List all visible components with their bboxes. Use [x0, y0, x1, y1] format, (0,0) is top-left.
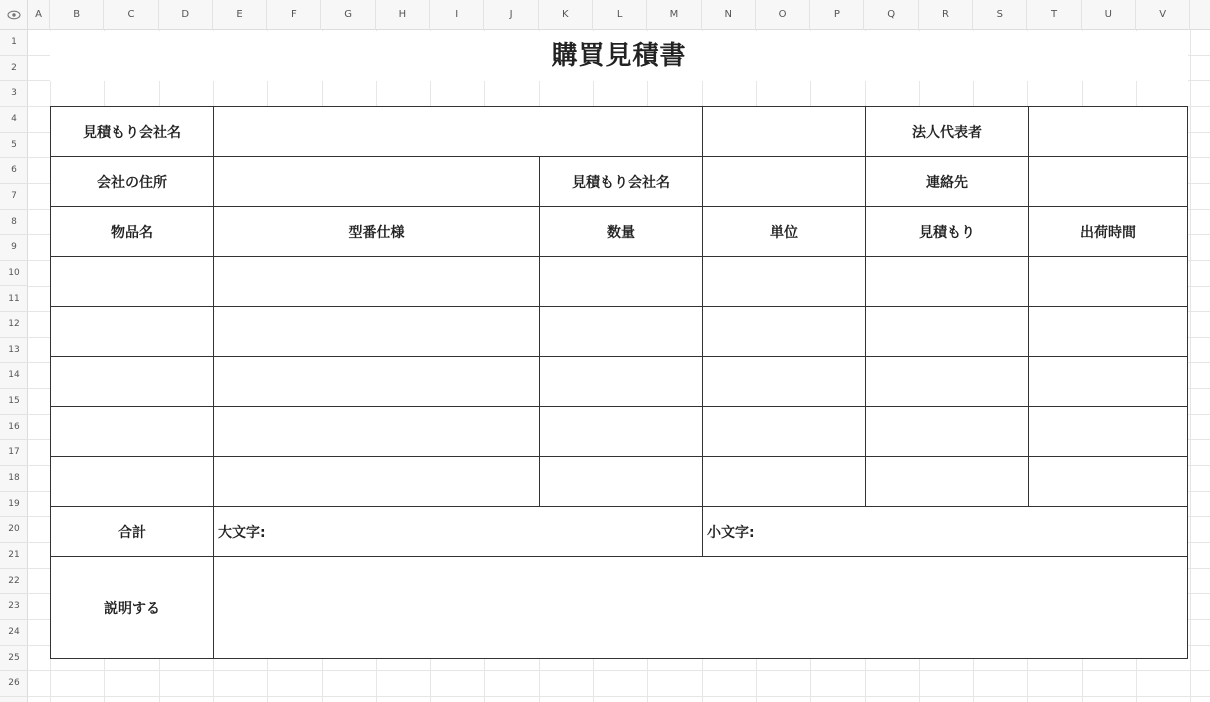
- item-cell[interactable]: [51, 307, 214, 357]
- representative-cell[interactable]: [1029, 107, 1188, 157]
- company-name-cell[interactable]: [214, 107, 703, 157]
- spec-cell[interactable]: [214, 307, 540, 357]
- row-header-15[interactable]: 15: [0, 389, 28, 415]
- company-name-cell-2[interactable]: [703, 157, 866, 207]
- row-header-10[interactable]: 10: [0, 261, 28, 287]
- column-header-k[interactable]: K: [539, 0, 593, 30]
- table-row: [51, 257, 1188, 307]
- row-header-20[interactable]: 20: [0, 517, 28, 543]
- column-header-j[interactable]: J: [484, 0, 538, 30]
- description-label: 説明する: [51, 557, 214, 659]
- item-cell[interactable]: [51, 357, 214, 407]
- select-all-corner[interactable]: [0, 0, 28, 30]
- header-item-name: 物品名: [51, 207, 214, 257]
- total-label: 合計: [51, 507, 214, 557]
- column-header-p[interactable]: P: [810, 0, 864, 30]
- row-header-5[interactable]: 5: [0, 133, 28, 159]
- row-header-23[interactable]: 23: [0, 594, 28, 620]
- row-header-19[interactable]: 19: [0, 492, 28, 518]
- grid-row-line: [28, 670, 1210, 671]
- grid-column-line: [1190, 30, 1191, 702]
- row-header-2[interactable]: 2: [0, 56, 28, 82]
- row-header-24[interactable]: 24: [0, 620, 28, 646]
- contact-cell[interactable]: [1029, 157, 1188, 207]
- row-header-1[interactable]: 1: [0, 30, 28, 56]
- spec-cell[interactable]: [214, 457, 540, 507]
- row-header-21[interactable]: 21: [0, 543, 28, 569]
- sheet-title: 購買見積書: [50, 31, 1188, 81]
- description-cell[interactable]: [214, 557, 1188, 659]
- unit-cell[interactable]: [703, 407, 866, 457]
- row-header-17[interactable]: 17: [0, 440, 28, 466]
- column-header-bar: [0, 0, 1210, 30]
- grid-row-line: [28, 696, 1210, 697]
- row-header-9[interactable]: 9: [0, 235, 28, 261]
- shipping-cell[interactable]: [1029, 307, 1188, 357]
- quantity-cell[interactable]: [540, 357, 703, 407]
- unit-cell[interactable]: [703, 257, 866, 307]
- header-unit: 単位: [703, 207, 866, 257]
- spreadsheet-grid[interactable]: [28, 30, 1210, 702]
- estimate-cell[interactable]: [866, 407, 1029, 457]
- column-header-v[interactable]: V: [1136, 0, 1190, 30]
- total-lowercase-cell[interactable]: 小文字:: [703, 507, 1188, 557]
- company-name-label-2: 見積もり会社名: [540, 157, 703, 207]
- shipping-cell[interactable]: [1029, 407, 1188, 457]
- estimate-cell[interactable]: [866, 257, 1029, 307]
- table-row: [51, 307, 1188, 357]
- shipping-cell[interactable]: [1029, 257, 1188, 307]
- unit-cell[interactable]: [703, 357, 866, 407]
- header-quantity: 数量: [540, 207, 703, 257]
- shipping-cell[interactable]: [1029, 457, 1188, 507]
- quantity-cell[interactable]: [540, 307, 703, 357]
- column-header-n[interactable]: N: [702, 0, 756, 30]
- quantity-cell[interactable]: [540, 407, 703, 457]
- header-estimate: 見積もり: [866, 207, 1029, 257]
- row-header-16[interactable]: 16: [0, 415, 28, 441]
- row-header-11[interactable]: 11: [0, 287, 28, 313]
- column-header-f[interactable]: F: [267, 0, 321, 30]
- item-cell[interactable]: [51, 407, 214, 457]
- column-header-g[interactable]: G: [322, 0, 376, 30]
- quantity-cell[interactable]: [540, 457, 703, 507]
- estimate-cell[interactable]: [866, 457, 1029, 507]
- row-header-18[interactable]: 18: [0, 466, 28, 492]
- unit-cell[interactable]: [703, 307, 866, 357]
- quantity-cell[interactable]: [540, 257, 703, 307]
- row-header-13[interactable]: 13: [0, 338, 28, 364]
- column-header-i[interactable]: I: [430, 0, 484, 30]
- item-cell[interactable]: [51, 257, 214, 307]
- company-name-label: 見積もり会社名: [51, 107, 214, 157]
- representative-label: 法人代表者: [866, 107, 1029, 157]
- column-header-l[interactable]: L: [593, 0, 647, 30]
- row-header-8[interactable]: 8: [0, 210, 28, 236]
- contact-label: 連絡先: [866, 157, 1029, 207]
- table-row: [51, 407, 1188, 457]
- column-header-b[interactable]: B: [50, 0, 104, 30]
- address-label: 会社の住所: [51, 157, 214, 207]
- table-row: [51, 357, 1188, 407]
- column-header-t[interactable]: T: [1027, 0, 1081, 30]
- spec-cell[interactable]: [214, 407, 540, 457]
- column-header-d[interactable]: D: [159, 0, 213, 30]
- row-header-26[interactable]: 26: [0, 671, 28, 697]
- row-header-7[interactable]: 7: [0, 184, 28, 210]
- row-header-12[interactable]: 12: [0, 312, 28, 338]
- item-cell[interactable]: [51, 457, 214, 507]
- row-header-14[interactable]: 14: [0, 363, 28, 389]
- row-header-bar: [0, 30, 28, 702]
- unit-cell[interactable]: [703, 457, 866, 507]
- spec-cell[interactable]: [214, 257, 540, 307]
- row-header-3[interactable]: 3: [0, 81, 28, 107]
- spec-cell[interactable]: [214, 357, 540, 407]
- row-header-25[interactable]: 25: [0, 646, 28, 672]
- total-uppercase-cell[interactable]: 大文字:: [214, 507, 703, 557]
- column-header-u[interactable]: U: [1082, 0, 1136, 30]
- column-header-s[interactable]: S: [973, 0, 1027, 30]
- estimate-cell[interactable]: [866, 357, 1029, 407]
- row-header-4[interactable]: 4: [0, 107, 28, 133]
- column-header-h[interactable]: H: [376, 0, 430, 30]
- column-header-q[interactable]: Q: [865, 0, 919, 30]
- column-header-r[interactable]: R: [919, 0, 973, 30]
- quotation-form: [50, 106, 1188, 659]
- header-shipping-time: 出荷時間: [1029, 207, 1188, 257]
- column-header-a[interactable]: A: [28, 0, 50, 30]
- table-row: [51, 457, 1188, 507]
- estimate-cell[interactable]: [866, 307, 1029, 357]
- column-header-m[interactable]: M: [647, 0, 701, 30]
- eye-icon: [7, 10, 21, 20]
- shipping-cell[interactable]: [1029, 357, 1188, 407]
- row-header-6[interactable]: 6: [0, 158, 28, 184]
- blank-cell[interactable]: [703, 107, 866, 157]
- column-header-c[interactable]: C: [104, 0, 158, 30]
- row-header-22[interactable]: 22: [0, 569, 28, 595]
- address-cell[interactable]: [214, 157, 540, 207]
- column-header-o[interactable]: O: [756, 0, 810, 30]
- column-header-e[interactable]: E: [213, 0, 267, 30]
- header-model-spec: 型番仕様: [214, 207, 540, 257]
